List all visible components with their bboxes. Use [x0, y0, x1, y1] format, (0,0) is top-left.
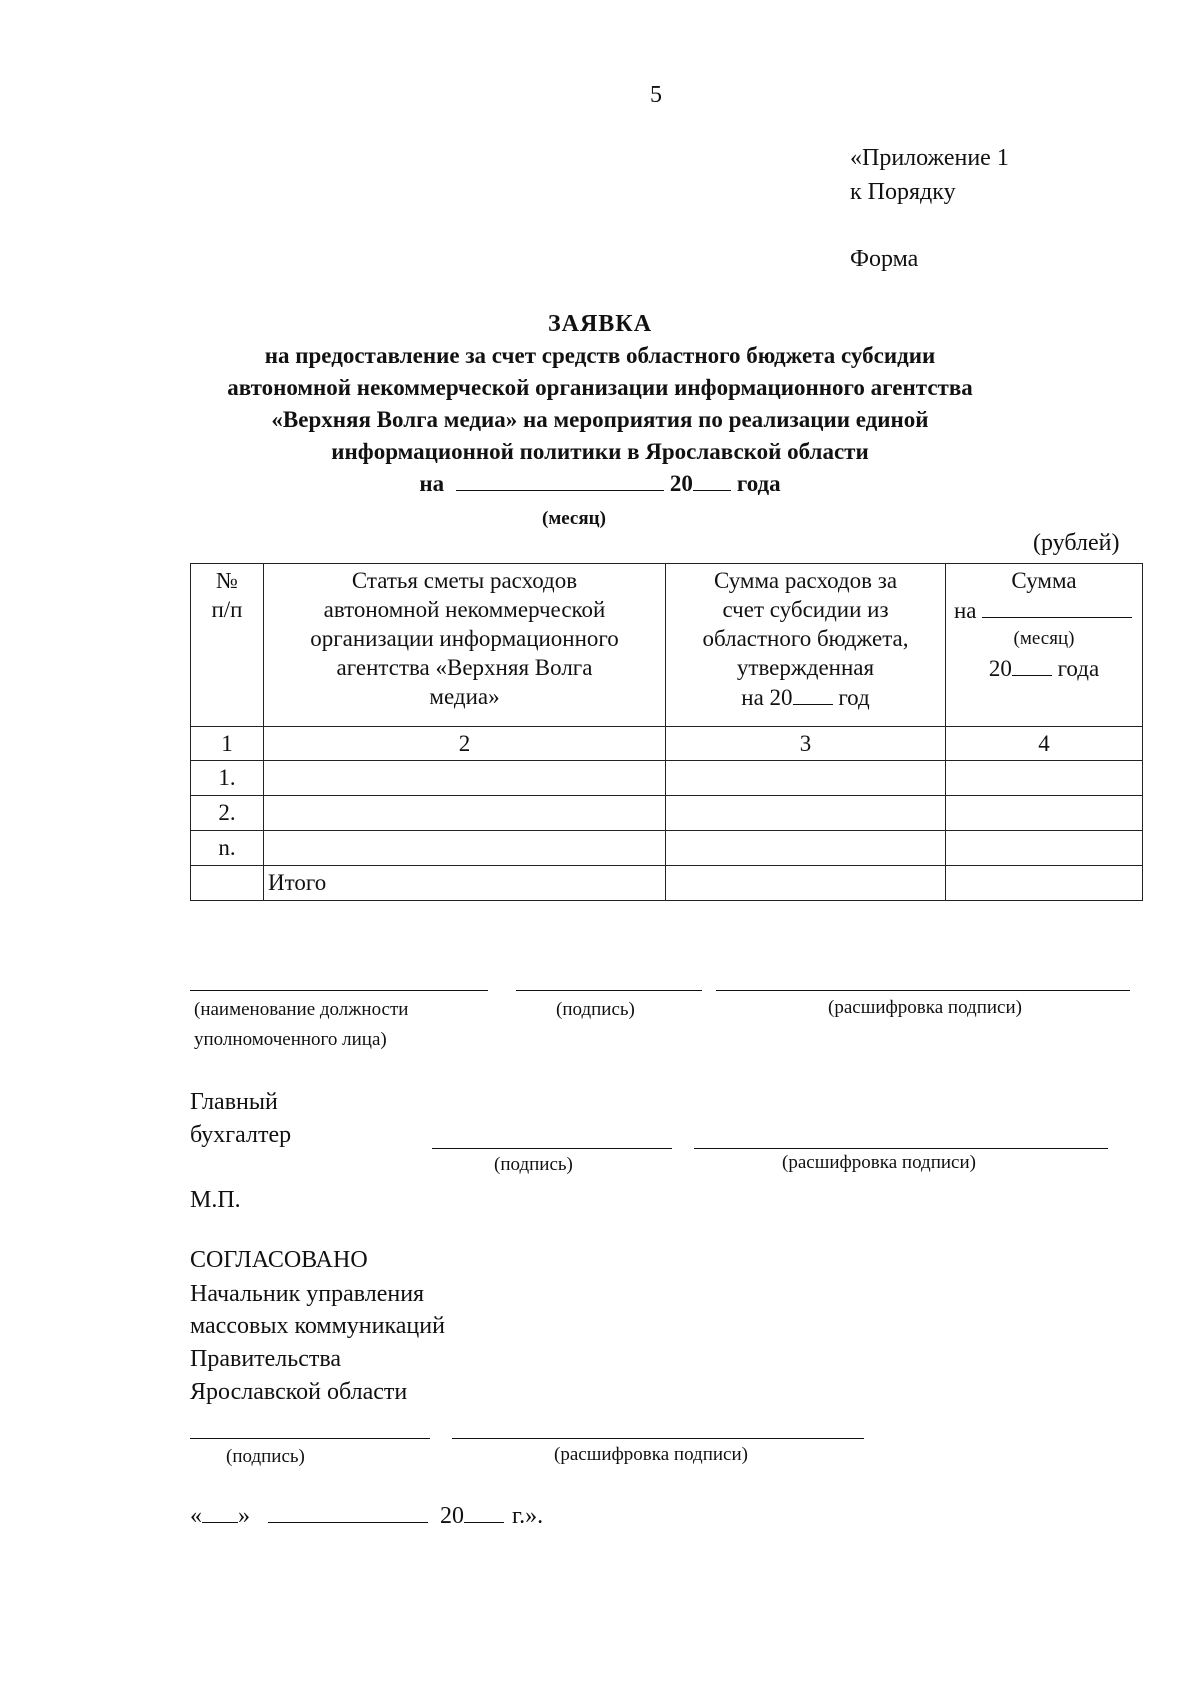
accountant-decode-caption: (расшифровка подписи) — [782, 1152, 976, 1173]
document-title — [150, 308, 1050, 500]
table-row — [191, 796, 1143, 831]
official-signature-line[interactable] — [516, 990, 702, 991]
approval-sign-caption: (подпись) — [226, 1446, 305, 1467]
approval-line-4: Ярославской области — [190, 1379, 408, 1405]
page-number: 5 — [650, 82, 662, 108]
year-blank[interactable] — [693, 468, 731, 491]
approval-decode-line[interactable] — [452, 1438, 864, 1439]
accountant-sign-caption: (подпись) — [494, 1154, 573, 1175]
month-caption: (месяц) — [542, 508, 606, 529]
table-header-row — [191, 564, 1143, 727]
title-line-2: автономной некоммерческой организации информационного агентства — [227, 375, 973, 400]
official-decode-caption: (расшифровка подписи) — [828, 997, 1022, 1018]
approved-year-blank[interactable] — [793, 682, 833, 705]
accountant-title-2: бухгалтер — [190, 1122, 292, 1148]
month-blank[interactable] — [456, 468, 664, 491]
position-caption-2: уполномоченного лица) — [194, 1029, 387, 1050]
column-number: 4 — [946, 727, 1143, 761]
title-date-suffix: года — [736, 471, 781, 496]
units-label: (рублей) — [1033, 530, 1120, 556]
title-date-line — [150, 468, 1050, 500]
header-col-sum: Сумма на (месяц) 20 года — [946, 564, 1143, 727]
form-label: Форма — [850, 246, 919, 272]
row-sum-cell[interactable] — [946, 831, 1143, 866]
table-row-total — [191, 866, 1143, 901]
stamp-label: М.П. — [190, 1187, 241, 1213]
total-sum-cell[interactable] — [946, 866, 1143, 901]
approval-signature-line[interactable] — [190, 1438, 430, 1439]
row-sum-cell[interactable] — [946, 761, 1143, 796]
date-open-quote: « — [190, 1503, 202, 1529]
official-sign-caption: (подпись) — [556, 999, 635, 1020]
accountant-decode-line[interactable] — [694, 1148, 1108, 1149]
title-date-year: 20 — [669, 471, 693, 496]
appendix-line-1: «Приложение 1 — [850, 145, 1009, 171]
row-article-cell[interactable] — [264, 761, 666, 796]
sum-month-blank[interactable] — [982, 595, 1132, 618]
official-decode-line[interactable] — [716, 990, 1130, 991]
total-label: Итого — [264, 866, 666, 901]
position-caption-1: (наименование должности — [194, 999, 409, 1020]
table-row — [191, 761, 1143, 796]
approval-decode-caption: (расшифровка подписи) — [554, 1444, 748, 1465]
column-number: 1 — [191, 727, 264, 761]
day-blank[interactable] — [202, 1500, 238, 1523]
row-approved-cell[interactable] — [666, 761, 946, 796]
row-article-cell[interactable] — [264, 796, 666, 831]
row-number — [191, 866, 264, 901]
row-article-cell[interactable] — [264, 831, 666, 866]
date-month-blank[interactable] — [268, 1500, 428, 1523]
approval-heading: СОГЛАСОВАНО — [190, 1247, 368, 1273]
row-number: 1. — [191, 761, 264, 796]
table-row — [191, 831, 1143, 866]
date-year-prefix: 20 — [440, 1503, 464, 1529]
title-line-1: на предоставление за счет средств областного бюджета субсидии — [264, 343, 936, 368]
total-approved-cell[interactable] — [666, 866, 946, 901]
accountant-signature-line[interactable] — [432, 1148, 672, 1149]
header-col-approved-sum: Сумма расходов за счет субсидии из областного бюджета, утвержденная на 20 год — [666, 564, 946, 727]
date-close-quote: » — [238, 1503, 250, 1529]
date-line — [190, 1500, 543, 1531]
approval-line-1: Начальник управления — [190, 1281, 425, 1307]
row-sum-cell[interactable] — [946, 796, 1143, 831]
header-col-article: Статья сметы расходов автономной некоммерческой организации информационного агентства «Верхняя Волга медиа» — [264, 564, 666, 727]
column-numbers-row — [191, 727, 1143, 761]
approval-line-2: массовых коммуникаций — [190, 1313, 445, 1339]
date-year-blank[interactable] — [464, 1500, 504, 1523]
row-approved-cell[interactable] — [666, 831, 946, 866]
appendix-line-2: к Порядку — [850, 179, 956, 205]
title-line-3: «Верхняя Волга медиа» на мероприятия по реализации единой — [271, 407, 929, 432]
title-main: ЗАЯВКА — [547, 311, 653, 337]
accountant-title-1: Главный — [190, 1089, 278, 1115]
expense-table — [190, 563, 1143, 901]
approval-line-3: Правительства — [190, 1346, 342, 1372]
position-line[interactable] — [190, 990, 488, 991]
title-date-prefix: на — [419, 471, 445, 496]
title-line-4: информационной политики в Ярославской области — [331, 439, 869, 464]
column-number: 2 — [264, 727, 666, 761]
sum-year-blank[interactable] — [1012, 653, 1052, 676]
date-year-suffix: г.». — [512, 1503, 544, 1529]
row-approved-cell[interactable] — [666, 796, 946, 831]
sum-month-caption: (месяц) — [1013, 628, 1075, 649]
column-number: 3 — [666, 727, 946, 761]
row-number: n. — [191, 831, 264, 866]
header-col-number: № п/п — [191, 564, 264, 727]
row-number: 2. — [191, 796, 264, 831]
